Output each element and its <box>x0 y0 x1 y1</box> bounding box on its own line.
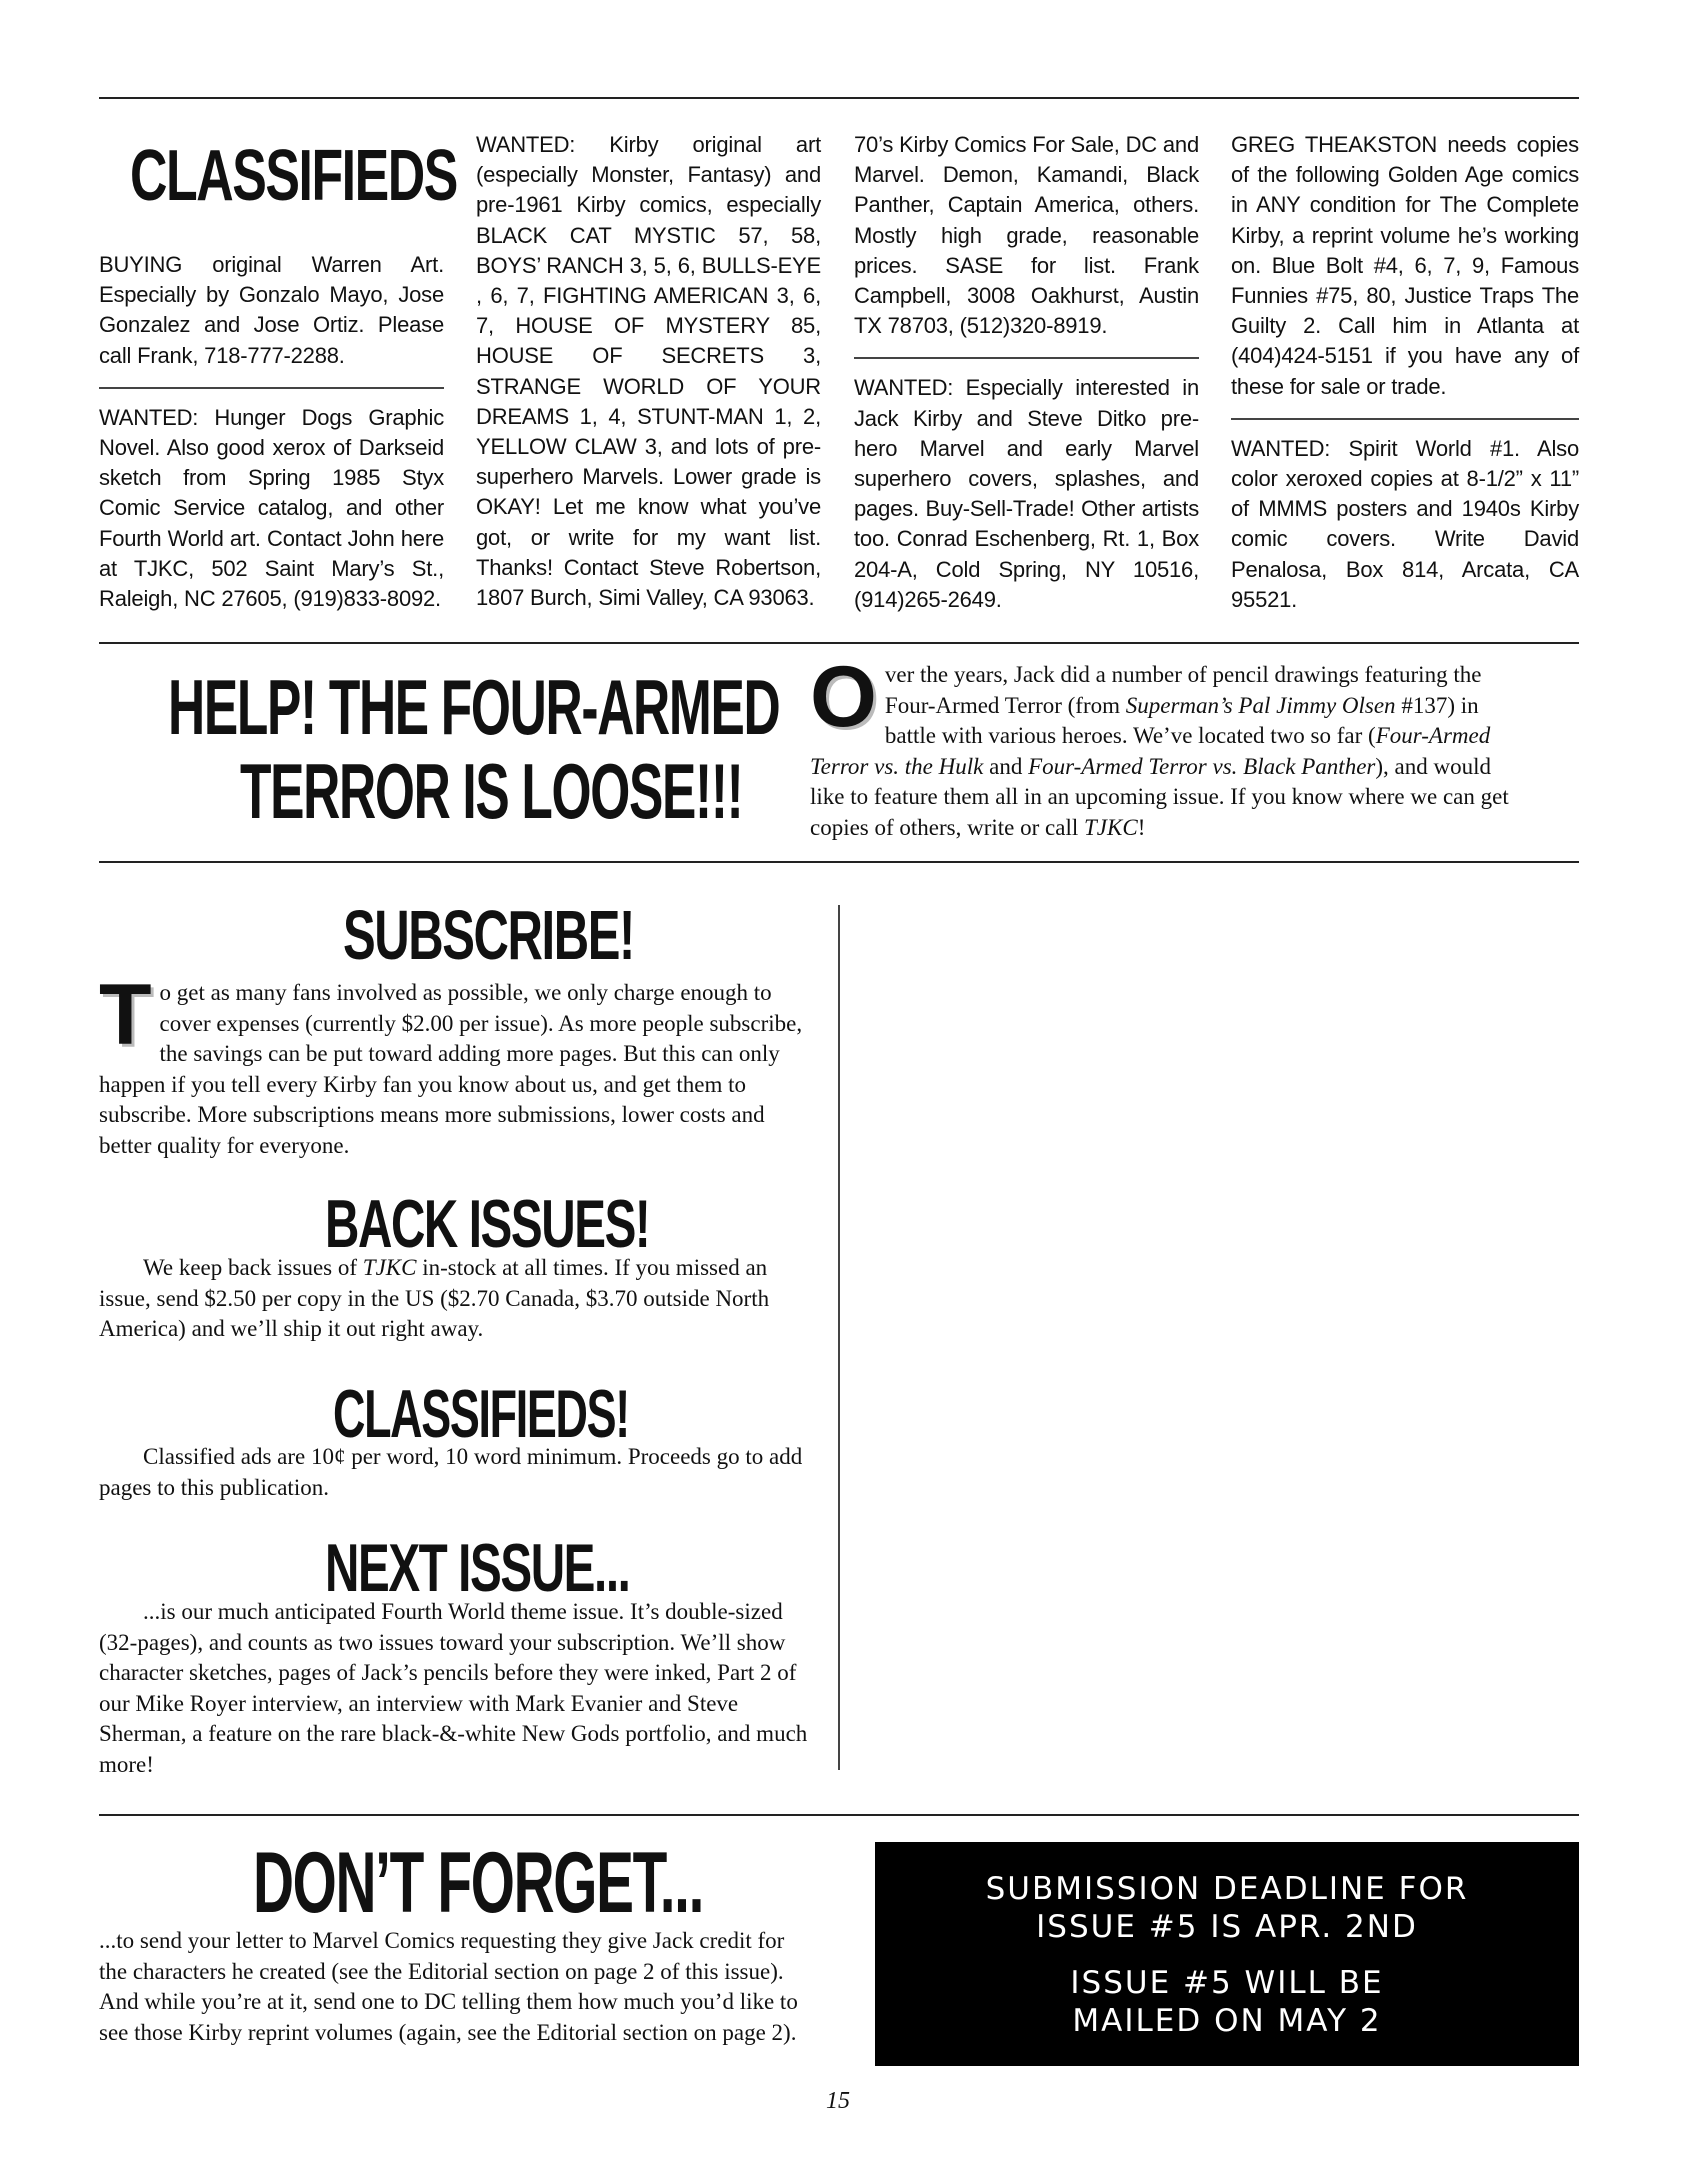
classifieds-column-2 <box>476 130 821 613</box>
back-issues-heading: BACK ISSUES! <box>325 1186 650 1262</box>
text-paragraph: ...is our much anticipated Fourth World theme issue. It’s double-sized (32-pages), and counts as two issues toward your subscription. We’ll show character sketches, pages of Jack’s pencils before they were inked, Part 2 of our Mike Royer interview, an interview with Mark Evanier and Steve Sherman, a feature on the rare black-&-white New Gods portfolio, and much more! <box>99 1599 808 1777</box>
dont-forget-text <box>99 1926 809 2048</box>
classifieds-info-heading: CLASSIFIEDS! <box>333 1376 629 1452</box>
text-span: We keep back issues of <box>143 1255 363 1280</box>
text-paragraph: Classified ads are 10¢ per word, 10 word minimum. Proceeds go to add pages to this publication. <box>99 1444 803 1500</box>
lower-section-rule <box>99 1814 1579 1816</box>
four-armed-bottom-rule <box>99 861 1579 863</box>
text-span: and <box>983 753 1029 779</box>
column-divider <box>838 905 840 1770</box>
classified-ad: WANTED: Spirit World #1. Also color xeroxed copies at 8-1/2” x 11” of MMMS posters and 1940s Kirby comic covers. Write David Penalosa, Box 814, Arcata, CA 95521. <box>1231 435 1579 612</box>
subscribe-dropcap: T <box>99 967 152 1063</box>
classifieds-column-4 <box>1231 130 1579 615</box>
text-span: o get as many fans involved as possible, we only charge enough to cover expenses (currently $2.00 per issue). As more people subscribe, the savings can be put toward adding more pages. But this can only happen if you tell every Kirby fan you know about us, and get them to subscribe. More subscriptions means more submissions, lower costs and better quality for everyone. <box>99 980 803 1158</box>
ad-separator <box>1231 418 1579 420</box>
classified-ad: BUYING original Warren Art. Especially by Gonzalo Mayo, Jose Gonzalez and Jose Ortiz. Please call Frank, 718-777-2288. <box>99 252 444 368</box>
text-span: ver the years, Jack did a number of pencil drawings featuring the Four-Armed Terror (from <box>884 662 1482 718</box>
subscribe-heading: SUBSCRIBE! <box>343 896 634 974</box>
classified-ad: 70’s Kirby Comics For Sale, DC and Marvel. Demon, Kamandi, Black Panther, Captain America, others. Mostly high grade, reasonable prices. SASE for list. Frank Campbell, 3008 Oakhurst, Austin TX 78703, (512)320-8919. <box>854 132 1199 339</box>
deadline-line-1: SUBMISSION DEADLINE FOR <box>985 1871 1469 1907</box>
classifieds-bottom-rule <box>99 642 1579 644</box>
four-armed-text <box>810 649 1510 843</box>
four-armed-heading-line-1: HELP! THE FOUR-ARMED <box>168 663 780 751</box>
classifieds-info-text <box>99 1442 809 1503</box>
next-issue-text <box>99 1597 809 1780</box>
ad-separator <box>99 387 444 389</box>
submission-deadline-box <box>875 1842 1579 2066</box>
four-armed-dropcap: O <box>810 649 877 745</box>
text-span: in-stock at all times. If you missed an issue, send $2.50 per copy in the US ($2.70 Canada, $3.70 outside North America) and we’ll ship it out right away. <box>99 1255 770 1341</box>
mailing-line-1: ISSUE #5 WILL BE <box>1070 1965 1384 2001</box>
page-number: 15 <box>826 2088 850 2114</box>
back-issues-text <box>99 1253 809 1345</box>
text-span: ! <box>1137 814 1146 840</box>
classifieds-heading: CLASSIFIEDS <box>130 136 457 216</box>
dont-forget-heading: DON’T FORGET... <box>253 1835 704 1931</box>
next-issue-heading: NEXT ISSUE... <box>325 1530 630 1606</box>
classified-ad: WANTED: Kirby original art (especially Monster, Fantasy) and pre-1961 Kirby comics, especially BLACK CAT MYSTIC 57, 58, BOYS’ RANCH 3, 5, 6, BULLS-EYE , 6, 7, FIGHTING AMERICAN 3, 6, 7, HOUSE OF MYSTERY 85, HOUSE OF SECRETS 3, STRANGE WORLD OF YOUR DREAMS 1, 4, STUNT-MAN 1, 2, YELLOW CLAW 3, and lots of pre-superhero Marvels. Lower grade is OKAY! Let me know what you’ve got, or write for my want list. Thanks! Contact Steve Robertson, 1807 Burch, Simi Valley, CA 93063. <box>476 132 821 611</box>
text-em: TJKC <box>362 1255 417 1280</box>
text-span: ), and would like to feature them all in an upcoming issue. If you know where we can get copies of others, write or call <box>810 753 1509 840</box>
text-em: TJKC <box>1084 814 1138 840</box>
subscribe-text <box>99 967 809 1161</box>
ad-separator <box>854 357 1199 359</box>
classified-ad: WANTED: Especially interested in Jack Kirby and Steve Ditko pre-hero Marvel and early Marvel superhero covers, splashes, and pages. Buy-Sell-Trade! Other artists too. Conrad Eschenberg, Rt. 1, Box 204-A, Cold Spring, NY 10516, (914)265-2649. <box>854 375 1199 612</box>
classified-ad: GREG THEAKSTON needs copies of the following Golden Age comics in ANY condition for The Complete Kirby, a reprint volume he’s working on. Blue Bolt #4, 6, 7, 9, Famous Funnies #75, 80, Justice Traps The Guilty 2. Call him in Atlanta at (404)424-5151 if you have any of these for sale or trade. <box>1231 132 1579 399</box>
text-em: Four-Armed Terror vs. Black Panther <box>1028 753 1376 779</box>
text-span: #137) in battle with various heroes. We’ve located two so far ( <box>884 692 1479 748</box>
classifieds-column-1 <box>99 250 444 614</box>
text-em: Superman’s Pal Jimmy Olsen <box>1125 692 1396 718</box>
text-paragraph: ...to send your letter to Marvel Comics requesting they give Jack credit for the characters he created (see the Editorial section on page 2 of this issue). And while you’re at it, send one to DC telling them how much you’d like to see those Kirby reprint volumes (again, see the Editorial section on page 2). <box>99 1928 798 2045</box>
mailing-line-2: MAILED ON MAY 2 <box>1072 2003 1382 2039</box>
classifieds-column-3 <box>854 130 1199 615</box>
top-rule <box>99 97 1579 99</box>
deadline-line-2: ISSUE #5 IS APR. 2ND <box>1036 1909 1418 1945</box>
four-armed-heading-line-2: TERROR IS LOOSE!!! <box>240 747 743 835</box>
text-em: Four-Armed Terror vs. the Hulk <box>810 723 1491 779</box>
classified-ad: WANTED: Hunger Dogs Graphic Novel. Also good xerox of Darkseid sketch from Spring 1985 Styx Comic Service catalog, and other Fourth World art. Contact John here at TJKC, 502 Saint Mary’s St., Raleigh, NC 27605, (919)833-8092. <box>99 404 444 612</box>
